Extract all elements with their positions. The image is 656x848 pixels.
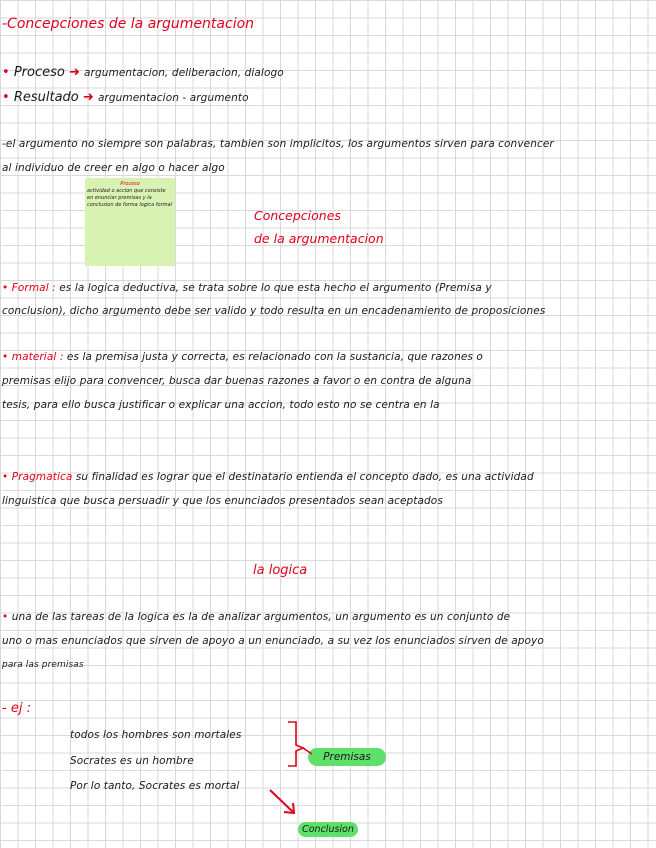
formal-text-1: es la logica deductiva, se trata sobre lo que esta hecho el argumento (Premisa y	[59, 282, 492, 294]
logica-line-2: uno o mas enunciados que sirven de apoyo a un enunciado, a su vez los enunciados sirven de apoyo	[2, 635, 544, 647]
formal-line-2: conclusion), dicho argumento debe ser valido y todo resulta en un encadenamiento de proposiciones	[2, 305, 546, 317]
arrow-right-icon: ➜	[68, 65, 80, 80]
formal-label: Formal :	[11, 282, 56, 294]
logica-heading: la logica	[253, 563, 308, 578]
pragmatica-text-1: su finalidad es lograr que el destinatario entienda el concepto dado, es una actividad	[75, 471, 534, 483]
conclusion-sentence: Por lo tanto, Socrates es mortal	[70, 780, 240, 792]
note-body: actividad o accion que consiste en enunciar premisas y la conclusion de forma logica formal	[87, 188, 172, 208]
proceso-text: argumentacion, deliberacion, dialogo	[84, 67, 284, 79]
note-title: Proceso	[120, 181, 140, 187]
bracket-arrow-line	[303, 748, 312, 754]
bullet-dot: •	[2, 351, 9, 363]
material-line-2: premisas elijo para convencer, busca dar buenas razones a favor o en contra de alguna	[2, 375, 472, 387]
resultado-text: argumentacion - argumento	[97, 92, 249, 104]
page-title: -Concepciones de la argumentacion	[2, 16, 255, 32]
resultado-label: Resultado	[13, 90, 79, 105]
bullet-dot: •	[2, 471, 9, 483]
bullet-dot: •	[2, 90, 10, 105]
pragmatica-label: Pragmatica	[11, 471, 73, 483]
premisas-tag: Premisas	[308, 748, 386, 766]
premise-1: todos los hombres son mortales	[70, 729, 242, 741]
concepciones-heading-1: Concepciones	[254, 208, 341, 223]
logica-text-1: una de las tareas de la logica es la de analizar argumentos, un argumento es un conjunto de	[11, 611, 511, 623]
arrow-right-icon: ➜	[82, 90, 94, 105]
argumento-line-2: al individuo de creer en algo o hacer algo	[2, 162, 225, 174]
ejemplo-label: - ej :	[2, 701, 31, 716]
bracket-icon	[288, 722, 303, 766]
bullet-dot: •	[2, 611, 9, 623]
concepciones-heading-2: de la argumentacion	[254, 231, 384, 246]
arrow-down-right-icon	[270, 790, 293, 812]
pragmatica-line-2: linguistica que busca persuadir y que los enunciados presentados sean aceptados	[2, 495, 443, 507]
premise-2: Socrates es un hombre	[70, 755, 194, 767]
bullet-dot: •	[2, 282, 9, 294]
material-text-1: es la premisa justa y correcta, es relacionado con la sustancia, que razones o	[66, 351, 483, 363]
logica-line-3: para las premisas	[2, 660, 84, 670]
conclusion-tag: Conclusion	[298, 822, 358, 837]
bullet-dot: •	[2, 65, 10, 80]
argumento-line-1: -el argumento no siempre son palabras, tambien son implicitos, los argumentos sirven para convencer	[2, 138, 554, 150]
proceso-label: Proceso	[13, 65, 65, 80]
material-label: material :	[11, 351, 64, 363]
material-line-3: tesis, para ello busca justificar o explicar una accion, todo esto no se centra en la	[2, 399, 440, 411]
